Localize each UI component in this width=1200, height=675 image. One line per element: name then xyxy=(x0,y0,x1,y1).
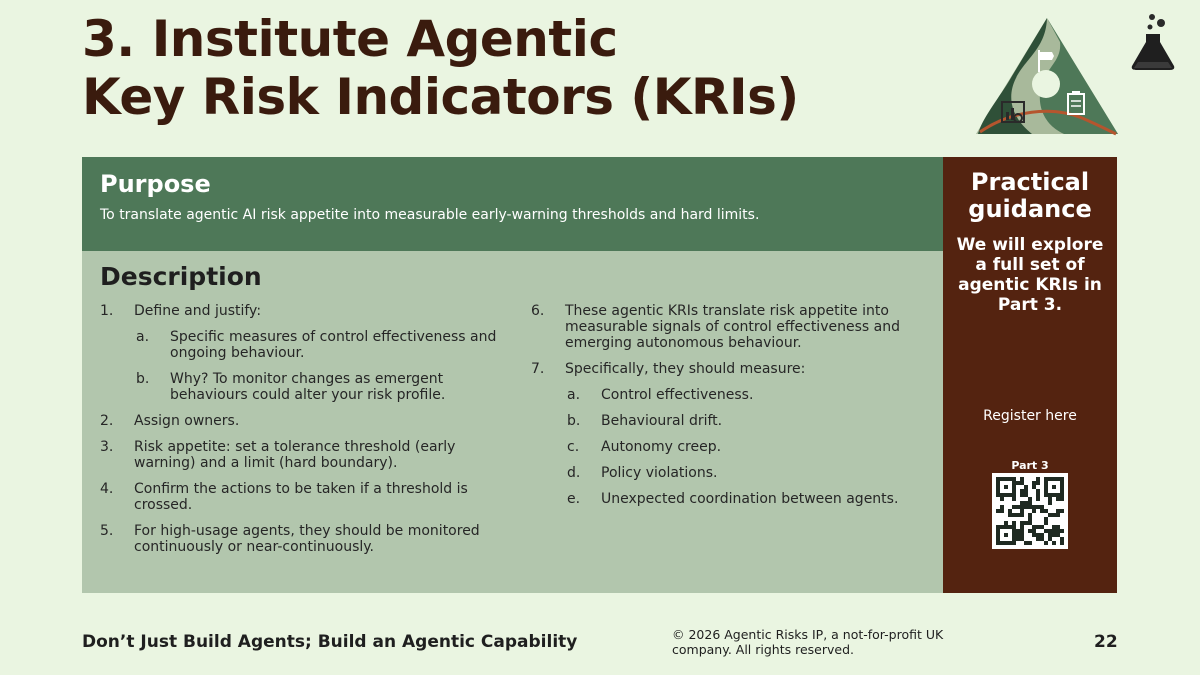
description-panel xyxy=(82,251,943,593)
list-item-text: Policy violations. xyxy=(601,465,718,481)
list-item-number: b. xyxy=(567,413,581,429)
list-item-number: 3. xyxy=(100,439,114,455)
list-item-text: Assign owners. xyxy=(134,413,240,429)
qr-code[interactable] xyxy=(992,473,1068,549)
list-item xyxy=(100,329,520,361)
list-item-text: Unexpected coordination between agents. xyxy=(601,491,899,507)
footer-copyright: © 2026 Agentic Risks IP, a not-for-profit UK company. All rights reserved. xyxy=(672,627,944,657)
purpose-panel xyxy=(82,157,943,251)
title-line-1: 3. Institute Agentic xyxy=(82,10,618,68)
list-item xyxy=(531,413,931,429)
list-item xyxy=(100,371,520,403)
list-item xyxy=(100,523,520,555)
slide-title xyxy=(82,10,799,126)
list-item-number: b. xyxy=(136,371,150,387)
list-item-number: 5. xyxy=(100,523,114,539)
purpose-heading: Purpose xyxy=(100,170,211,198)
list-item-number: a. xyxy=(567,387,581,403)
guidance-heading-line-1: Practical xyxy=(970,168,1090,196)
footer-tagline: Don’t Just Build Agents; Build an Agentic Capability xyxy=(82,632,578,652)
list-item xyxy=(531,387,931,403)
list-item xyxy=(100,481,520,513)
description-right-list xyxy=(531,303,931,517)
purpose-text: To translate agentic AI risk appetite into measurable early-warning thresholds and hard limits. xyxy=(100,207,760,223)
list-item-text: Specific measures of control effectiveness and ongoing behaviour. xyxy=(170,329,497,361)
guidance-explore-text: We will explore a full set of agentic KRIs in Part 3. xyxy=(956,235,1104,315)
page-number: 22 xyxy=(1094,632,1118,652)
list-item xyxy=(531,439,931,455)
list-item-number: d. xyxy=(567,465,581,481)
practical-guidance-panel xyxy=(943,157,1117,593)
list-item xyxy=(531,361,931,377)
list-item-number: c. xyxy=(567,439,580,455)
description-heading: Description xyxy=(100,262,262,291)
list-item-text: Control effectiveness. xyxy=(601,387,754,403)
guidance-heading-line-2: guidance xyxy=(968,195,1092,223)
triangle-logo-icon xyxy=(972,14,1122,138)
list-item-text: Define and justify: xyxy=(134,303,262,319)
list-item-number: 6. xyxy=(531,303,545,319)
list-item-text: These agentic KRIs translate risk appetite into measurable signals of control effectiveness and emerging autonomous behaviour. xyxy=(565,303,900,351)
list-item-text: Specifically, they should measure: xyxy=(565,361,806,377)
list-item-number: 4. xyxy=(100,481,114,497)
list-item xyxy=(531,491,931,507)
list-item-text: Autonomy creep. xyxy=(601,439,722,455)
list-item xyxy=(100,439,520,471)
guidance-heading xyxy=(943,169,1117,223)
flask-icon xyxy=(1130,12,1178,72)
register-link[interactable]: Register here xyxy=(983,408,1077,424)
description-left-list xyxy=(100,303,520,565)
list-item xyxy=(531,303,931,351)
list-item-text: Risk appetite: set a tolerance threshold (early warning) and a limit (hard boundary). xyxy=(134,439,456,471)
list-item-text: Behavioural drift. xyxy=(601,413,723,429)
list-item xyxy=(100,413,520,429)
list-item-number: e. xyxy=(567,491,581,507)
qr-code-icon xyxy=(996,477,1064,545)
list-item-text: Why? To monitor changes as emergent behaviours could alter your risk profile. xyxy=(170,371,446,403)
list-item-text: For high-usage agents, they should be monitored continuously or near-continuously. xyxy=(134,523,480,555)
list-item-number: a. xyxy=(136,329,150,345)
list-item-number: 7. xyxy=(531,361,545,377)
list-item xyxy=(100,303,520,319)
title-line-2: Key Risk Indicators (KRIs) xyxy=(82,68,799,126)
list-item-number: 2. xyxy=(100,413,114,429)
list-item-number: 1. xyxy=(100,303,114,319)
qr-label: Part 3 xyxy=(1011,459,1049,472)
list-item xyxy=(531,465,931,481)
list-item-text: Confirm the actions to be taken if a threshold is crossed. xyxy=(134,481,468,513)
